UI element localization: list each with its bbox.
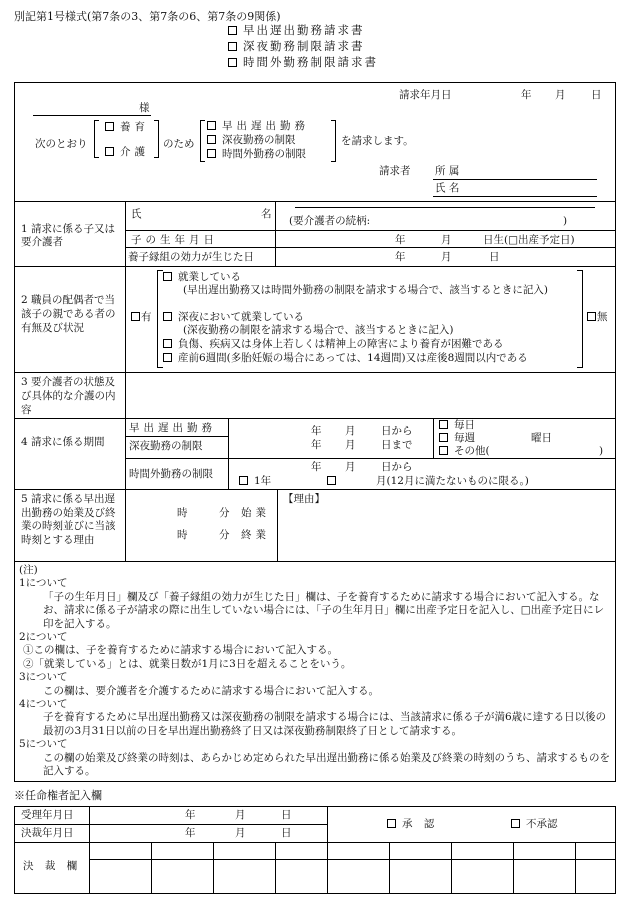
freq-daily[interactable]: 毎日 xyxy=(439,419,475,432)
checkbox[interactable] xyxy=(239,476,248,485)
title-overtime[interactable]: 時間外勤務制限請求書 xyxy=(228,54,378,70)
section1-label: 1 請求に係る子又は要介護者 xyxy=(21,223,116,249)
relation-field[interactable]: (要介護者の続柄: xyxy=(289,215,371,227)
checkbox[interactable] xyxy=(587,312,596,321)
checkbox[interactable] xyxy=(163,272,172,281)
bracket-right xyxy=(154,120,159,158)
freq-weekly[interactable]: 毎週 xyxy=(439,432,475,445)
spouse-working[interactable]: 就業している xyxy=(163,271,241,284)
addressee-suffix: 様 xyxy=(139,102,150,114)
section2-label: 2 職員の配偶者で当該子の親である者の有無及び状況 xyxy=(21,294,116,334)
bracket-right xyxy=(331,120,336,162)
checkbox[interactable] xyxy=(228,58,237,67)
checkbox[interactable] xyxy=(207,149,216,158)
bracket-right xyxy=(577,270,583,368)
request-date-label: 請求年月日 xyxy=(399,89,452,101)
name-line[interactable] xyxy=(433,196,597,197)
checkbox[interactable] xyxy=(511,819,520,828)
bracket-left xyxy=(200,120,205,162)
checkbox[interactable] xyxy=(327,476,336,485)
item-early-late[interactable]: 早出遅出勤務 xyxy=(207,120,309,133)
title-early-late[interactable]: 早出遅出勤務請求書 xyxy=(228,22,378,38)
checkbox[interactable] xyxy=(439,433,448,442)
freq-other[interactable]: その他( xyxy=(439,445,490,458)
checkbox[interactable] xyxy=(163,312,172,321)
notes: (注) 1について 「子の生年月日」欄及び「養子縁組の効力が生じた日」欄は、子を養育するために請求する場合において記入する。なお、請求に係る子が請求の際に出生していない場合には、「子の生年月日」欄に出産予定日を記入し、□出産予定日にレ印を記入する。 2について ①この欄は、子を養育するために請求する場合において記入する。 ②「就業している」とは、就業日数が1月に3日を超えることをいう。 3について この欄は、要介護者を介護するために請求する場合において記入する。 4について 子を養育するために早出遅出勤務又は深夜勤務の制限を請求する場合には、当該請求に係る子が満6歳に達する日以後の最初の3月31日以前の日を早出遅出勤務終了日又は深夜勤務制限終了日として請求する。 5について この欄の始業及び終業の時刻は、あらかじめ定められた早出遅出勤務に係る始業及び終業の時刻のうち、請求するものを記入する。 xyxy=(19,564,610,778)
disapprove-option[interactable]: 不承認 xyxy=(511,818,558,831)
option-childcare[interactable]: 養育 xyxy=(105,121,149,134)
reason-label: 【理由】 xyxy=(283,493,325,505)
section3-label: 3 要介護者の状態及び具体的な介護の内容 xyxy=(21,376,116,416)
spouse-no[interactable]: 無 xyxy=(587,311,608,324)
child-name-line[interactable] xyxy=(295,207,595,208)
spouse-maternity[interactable]: 産前6週間(多胎妊娠の場合にあっては、14週間)又は産後8週間以内である xyxy=(163,352,528,365)
authority-table: 受理年月日 年 月 日 決裁年月日 年 月 日 承 認 不承認 決 裁 欄 xyxy=(14,806,616,894)
checkbox[interactable] xyxy=(105,122,114,131)
spouse-yes[interactable]: 有 xyxy=(131,311,152,324)
checkbox[interactable] xyxy=(207,135,216,144)
requester-label: 請求者 xyxy=(379,165,411,177)
checkbox[interactable] xyxy=(439,446,448,455)
authority-title: ※任命権者記入欄 xyxy=(14,789,102,802)
approve-option[interactable]: 承 認 xyxy=(387,818,438,831)
addressee-line[interactable] xyxy=(33,115,151,116)
item-overtime[interactable]: 時間外勤務の制限 xyxy=(207,148,306,161)
title-night[interactable]: 深夜勤務制限請求書 xyxy=(228,38,378,54)
checkbox[interactable] xyxy=(163,353,172,362)
section4-label: 4 請求に係る期間 xyxy=(21,436,105,448)
checkbox[interactable] xyxy=(131,312,140,321)
checkbox[interactable] xyxy=(228,42,237,51)
period-one-year[interactable]: 1年 xyxy=(239,475,271,488)
form-titles xyxy=(228,22,378,70)
bracket-left xyxy=(94,120,99,158)
spouse-night-work[interactable]: 深夜において就業している xyxy=(163,311,304,324)
affiliation-line[interactable] xyxy=(433,179,597,180)
checkbox[interactable] xyxy=(105,147,114,156)
birth-due-field[interactable]: 日生(□出産予定日) xyxy=(483,234,575,246)
option-caregiving[interactable]: 介護 xyxy=(105,146,149,159)
request-form: 請求年月日 年 月 日 様 次のとおり 養育 介護 のため 早出遅出勤務 深夜勤務の制限 時間外勤務の制限 を請求します。 請求者 所 属 氏 名 1 請求に係る子又は要介護者 氏 名 (要介護者の続柄: ) 子の生年月日 年 月 日生(□出産予定日) 養子縁組の効力が生じた日 年 月 日 2 職員の配偶者で当該子の親である者の有無及び状況 有 就業している (早出遅出勤務又は時間外勤務の制限を請求する場合で、該当するときに記入) 深夜において就業している (深夜勤務の制限を請求する場合で、該当するときに記入) 負傷、疾病又は身体上若しくは精神上の障害により養育が困難である 産前6週間(多胎妊娠の場合にあっては、14週間)又は産後8週間以内である 無 3 要介護者の状態及び具体的な介護の内容 4 請求に係る期間 早出遅出勤務 深夜勤務の制限 時間外勤務の制限 年 月 日から 年 月 日まで 毎日 毎週 曜日 その他( ) 年 月 日から 1年 月(12月に満たないものに限る。) 5 請求に係る早出遅出勤務の始業及び終業の時刻並びに当該時刻とする理由 時 分 始業 時 分 終業 【理由】 (注) 1について 「子の生年月日」欄及び「養子縁組の効力が生じた日」欄は、子を養育するために請求する場合において記入する。なお、請求に係る子が請求の際に出生していない場合には、「子の生年月日」欄に出産予定日を記入し、□出産予定日にレ印を記入する。 2について ①この欄は、子を養育するために請求する場合において記入する。 ②「就業している」とは、就業日数が1月に3日を超えることをいう。 3について この欄は、要介護者を介護するために請求する場合において記入する。 4について 子を養育するために早出遅出勤務又は深夜勤務の制限を請求する場合には、当該請求に係る子が満6歳に達する日以後の最初の3月31日以前の日を早出遅出勤務終了日又は深夜勤務制限終了日として請求する。 5について この欄の始業及び終業の時刻は、あらかじめ定められた早出遅出勤務に係る始業及び終業の時刻のうち、請求するものを記入する。 xyxy=(14,82,616,782)
period-months[interactable]: 月(12月に満たないものに限る。) xyxy=(327,475,529,488)
section5-label: 5 請求に係る早出遅出勤務の始業及び終業の時刻並びに当該時刻とする理由 xyxy=(21,493,116,546)
spouse-disabled[interactable]: 負傷、疾病又は身体上若しくは精神上の障害により養育が困難である xyxy=(163,338,504,351)
checkbox[interactable] xyxy=(228,26,237,35)
checkbox[interactable] xyxy=(207,121,216,130)
checkbox[interactable] xyxy=(387,819,396,828)
form-reference: 別記第1号様式(第7条の3、第7条の6、第7条の9関係) xyxy=(14,10,281,23)
item-night[interactable]: 深夜勤務の制限 xyxy=(207,134,296,147)
checkbox[interactable] xyxy=(439,420,448,429)
checkbox[interactable] xyxy=(163,339,172,348)
